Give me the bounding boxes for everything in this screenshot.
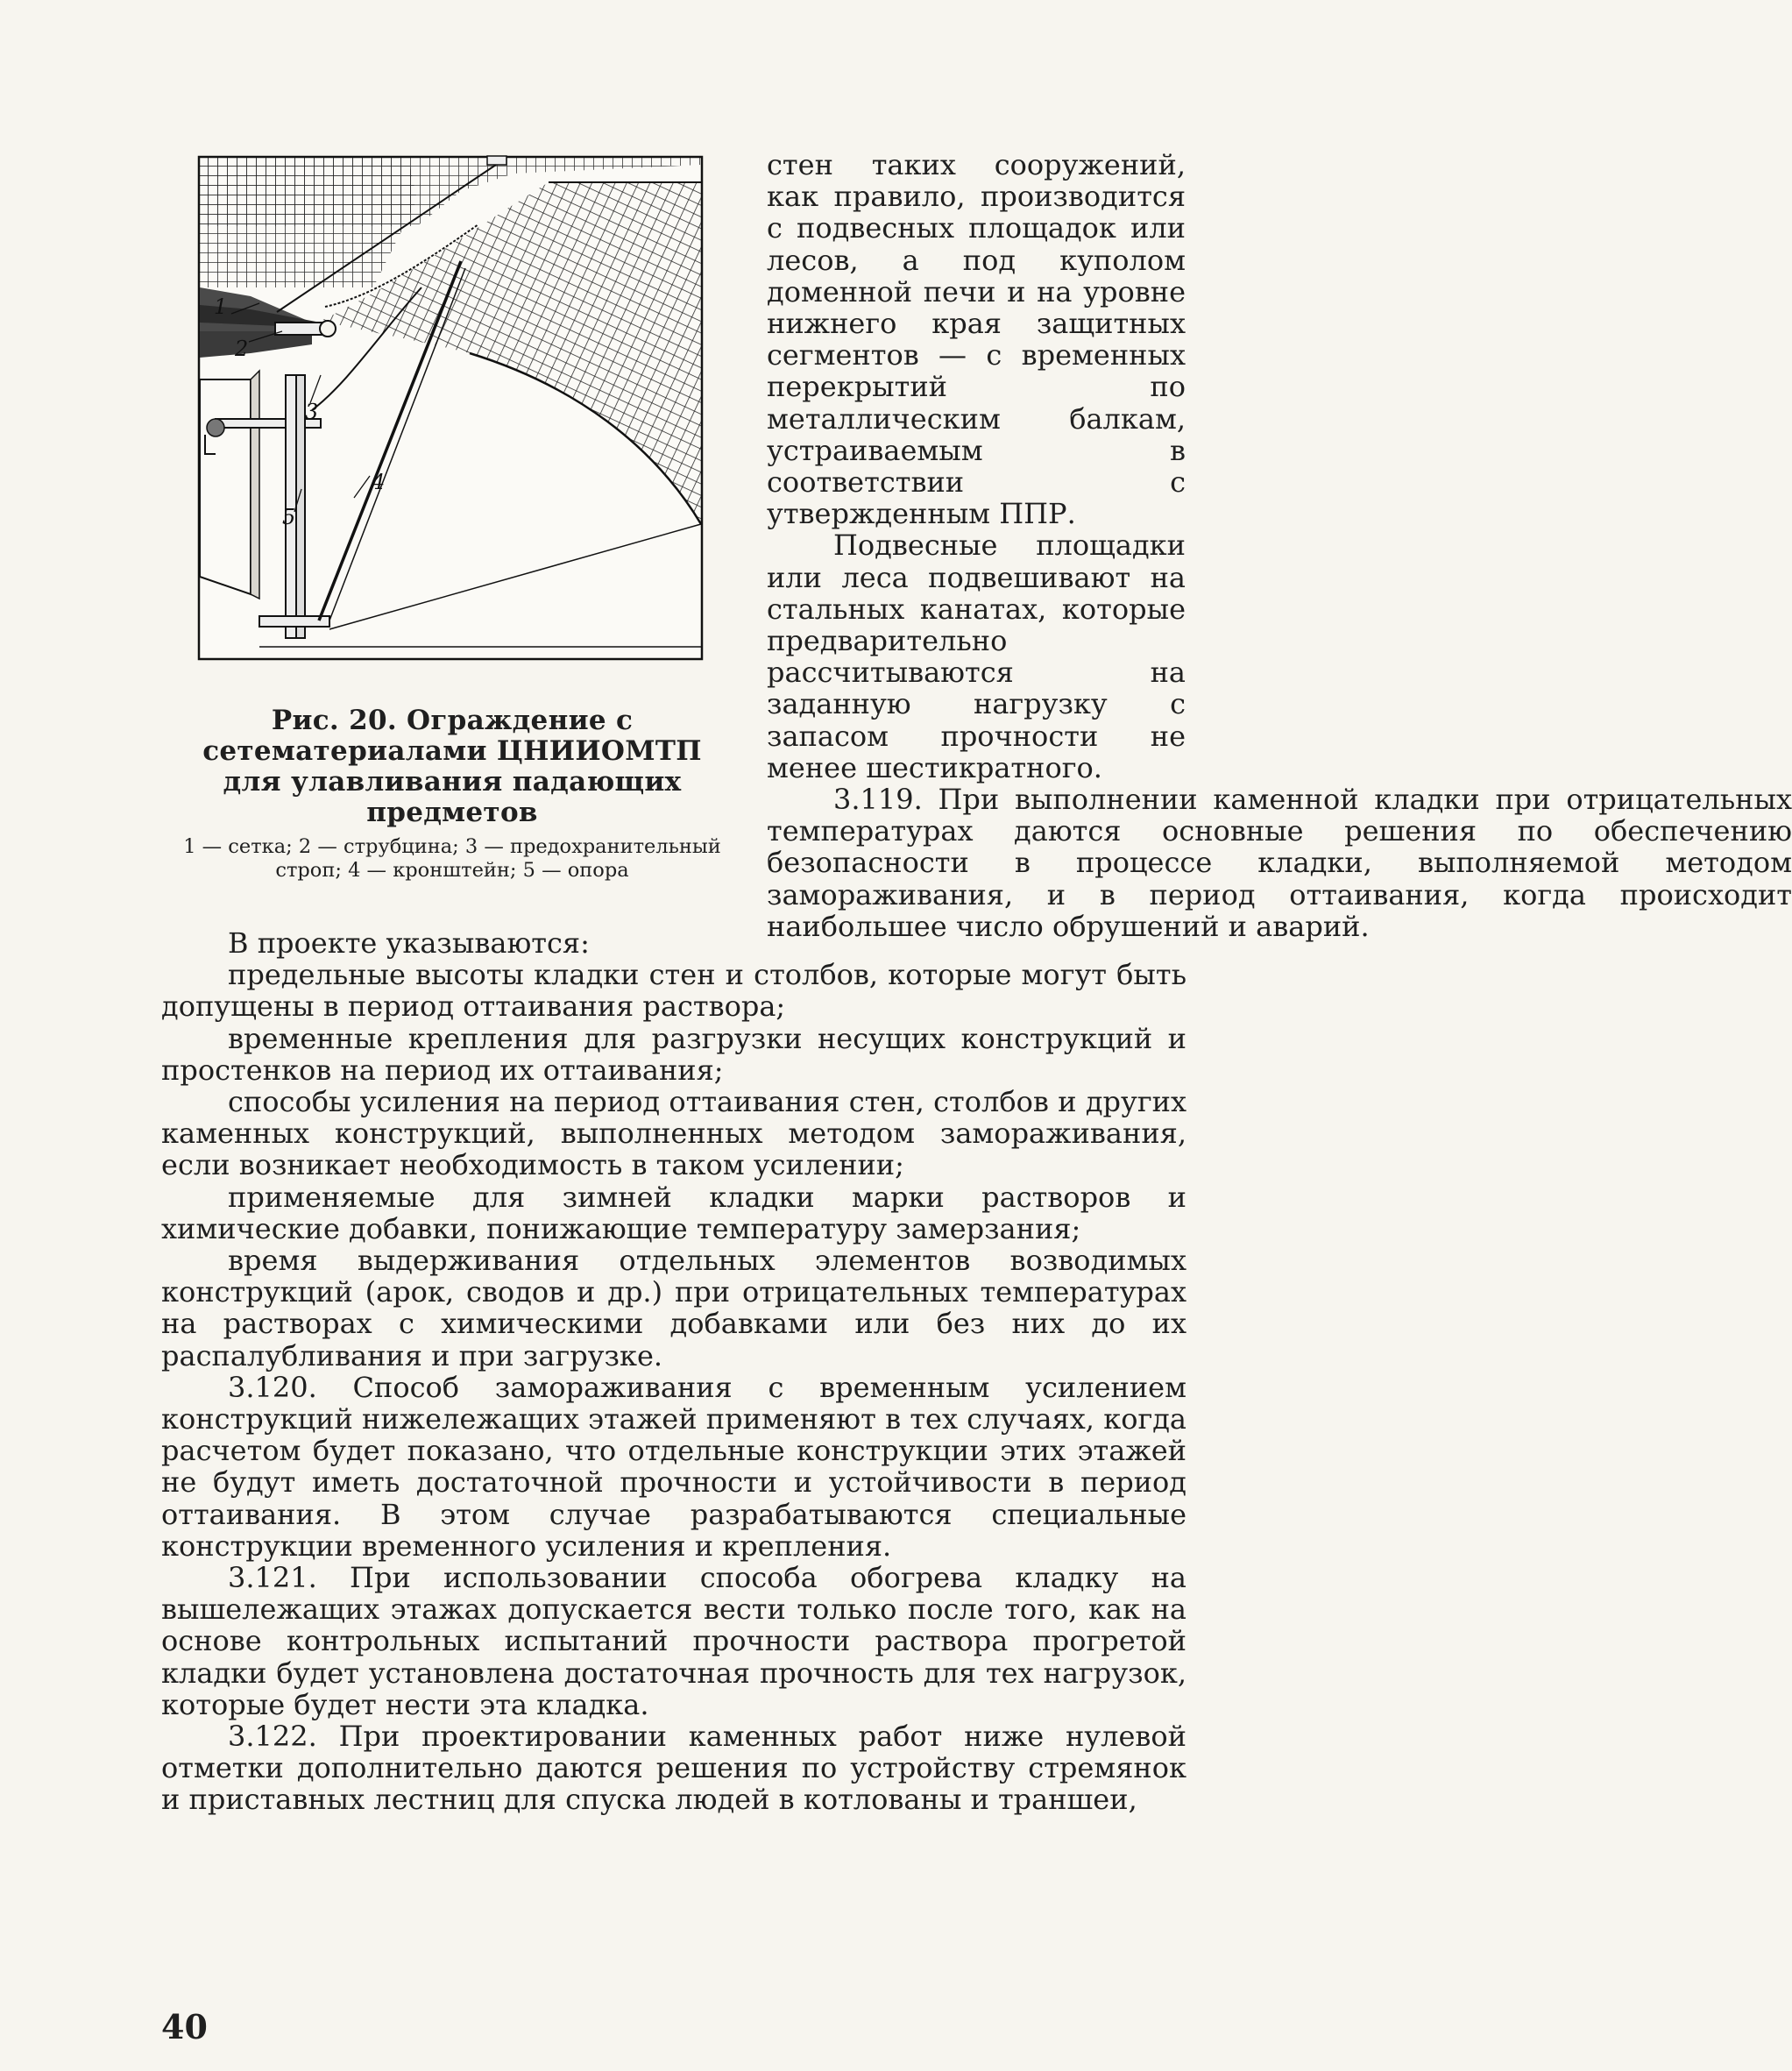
paragraph: 3.119. При выполнении каменной кладки при отрицательных температурах даются основные решения по обеспечению безопасности в процессе кладки, выполняемой методом замораживания, и в период оттаивания, когда происходит наибольшее число обрушений и аварий.: [767, 783, 1792, 943]
list-item: применяемые для зимней кладки марки растворов и химические добавки, понижающие температуру замерзания;: [161, 1180, 1186, 1245]
paragraph: стен таких сооружений, как правило, производится с подвесных площадок или лесов, а под куполом доменной печи и на уровне нижнего края защитных сегментов — с временных перекрытий по металлическим балкам, устраиваемым в соответствии с утвержденным ППР.: [767, 148, 1186, 531]
list-item: предельные высоты кладки стен и столбов, которые могут быть допущены в период оттаивания раствора;: [161, 958, 1186, 1024]
figure-label-1: 1: [214, 294, 228, 319]
figure-label-2: 2: [235, 337, 249, 361]
page-number: 40: [161, 2007, 208, 2046]
main-text: [161, 927, 1186, 1816]
figure-label-3: 3: [305, 400, 319, 424]
caption-legend: 1 — сетка; 2 — струбцина; 3 — предохранительный строп; 4 — кронштейн; 5 — опора: [183, 835, 721, 882]
figure-label-4: 4: [372, 470, 386, 494]
figure-caption: [175, 706, 729, 883]
figure-20-net-fence: [198, 156, 703, 660]
right-column-text: [767, 148, 1792, 943]
paragraph: В проекте указываются:: [228, 926, 590, 960]
list-item: временные крепления для разгрузки несущих конструкций и простенков на период их оттаивания;: [161, 1021, 1186, 1087]
paragraph: 3.121. При использовании способа обогрева кладку на вышележащих этажах допускается вести только после того, как на основе контрольных испытаний прочности раствора прогретой кладки будет установлена достаточная прочность для тех нагрузок, которые будет нести эта кладка.: [161, 1561, 1186, 1721]
list-item: время выдерживания отдельных элементов возводимых конструкций (арок, сводов и др.) при отрицательных температурах на растворах с химическими добавками или без них до их распалубливания и при загрузке.: [161, 1244, 1186, 1372]
paragraph: 3.120. Способ замораживания с временным усилением конструкций нижележащих этажей применяют в тех случаях, когда расчетом будет показано, что отдельные конструкции этих этажей не будут иметь достаточной прочности и устойчивости в период оттаивания. В этом случае разрабатываются специальные конструкции временного усиления и крепления.: [161, 1370, 1186, 1563]
paragraph: 3.122. При проектировании каменных работ ниже нулевой отметки дополнительно даются решения по устройству стремянок и приставных лестниц для спуска людей в котлованы и траншеи,: [161, 1720, 1186, 1817]
figure-label-5: 5: [282, 505, 296, 529]
caption-title: Рис. 20. Ограждение с сетематериалами ЦНИИОМТП для улавливания падающих предметов: [202, 705, 702, 828]
paragraph: Подвесные площадки или леса подвешивают на стальных канатах, которые предварительно рассчитываются на заданную нагрузку с запасом прочности не менее шестикратного.: [767, 528, 1186, 784]
list-item: способы усиления на период оттаивания стен, столбов и других каменных конструкций, выполненных методом замораживания, если возникает необходимость в таком усилении;: [161, 1085, 1186, 1182]
